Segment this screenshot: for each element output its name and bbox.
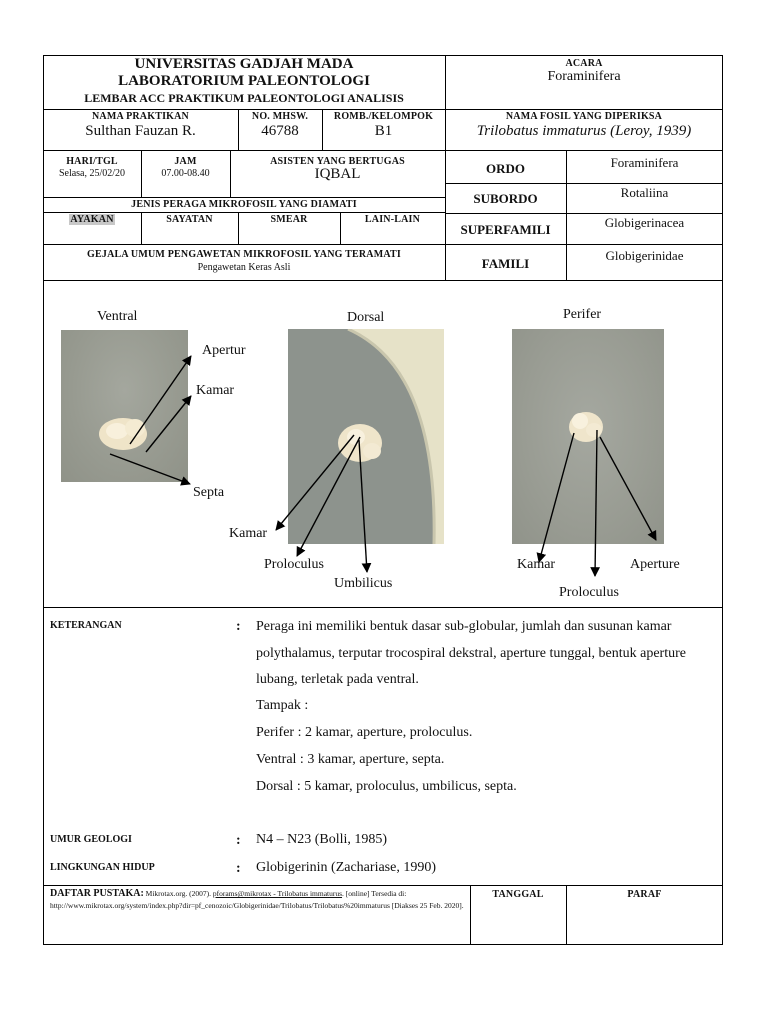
taxon-rank: ORDO	[486, 161, 525, 176]
lab-title: LABORATORIUM PALEONTOLOGI	[118, 73, 370, 89]
ventral-title: Ventral	[97, 309, 138, 324]
taxon-rank: SUBORDO	[473, 191, 538, 206]
option-ayakan-label: AYAKAN	[70, 214, 114, 225]
option-smear[interactable]: SMEAR	[270, 214, 308, 225]
keterangan-line: Tampak :	[256, 698, 309, 713]
umur-colon: :	[236, 833, 241, 848]
pustaka-text-tail: . [online] Tersedia di: http://www.mikrotax.org/system/index.php?dir=pf_cenozoic/Globigerinidae/Trilobatus/Trilobatus%20immaturus [Diakses 25 Feb. 2020].	[50, 889, 464, 910]
jam-value: 07.00-08.40	[161, 168, 210, 179]
asisten-value: IQBAL	[314, 166, 361, 182]
taxon-value: Globigerinacea	[604, 215, 685, 230]
nama-label: NAMA PRAKTIKAN	[92, 111, 189, 122]
taxon-value: Globigerinidae	[605, 248, 684, 263]
acara-value: Foraminifera	[547, 69, 621, 84]
keterangan-colon: :	[236, 619, 241, 634]
nomhs-label: NO. MHSW.	[251, 111, 309, 122]
keterangan-line: lubang, terletak pada ventral.	[256, 672, 419, 687]
romb-value: B1	[374, 123, 393, 139]
keterangan-label: KETERANGAN	[50, 620, 122, 631]
tanggal-label: TANGGAL	[492, 889, 544, 900]
taxon-value: Rotaliina	[620, 185, 669, 200]
hari-value: Selasa, 25/02/20	[58, 168, 126, 179]
taxon-rank: FAMILI	[481, 256, 530, 271]
daftar-pustaka	[50, 888, 466, 912]
label-kamar-ventral: Kamar	[196, 383, 235, 398]
option-lain-lain[interactable]: LAIN-LAIN	[364, 214, 421, 225]
label-proloculus-perifer: Proloculus	[559, 585, 619, 600]
pustaka-text: Mikrotax.org. (2007).	[143, 889, 213, 898]
keterangan-line: Peraga ini memiliki bentuk dasar sub-globular, jumlah dan susunan kamar	[256, 619, 672, 634]
lingkungan-label: LINGKUNGAN HIDUP	[50, 862, 155, 873]
nama-value: Sulthan Fauzan R.	[85, 123, 196, 139]
pustaka-link[interactable]: pforams@mikrotax - Trilobatus immaturus	[212, 889, 343, 898]
hari-label: HARI/TGL	[66, 156, 118, 167]
umur-label: UMUR GEOLOGI	[50, 834, 132, 845]
gejala-value: Pengawetan Keras Asli	[197, 262, 291, 273]
sheet-title: LEMBAR ACC PRAKTIKUM PALEONTOLOGI ANALISIS	[84, 91, 404, 105]
rule	[43, 885, 723, 886]
perifer-title: Perifer	[563, 307, 602, 322]
nomhs-value: 46788	[261, 123, 299, 139]
keterangan-line: Dorsal : 5 kamar, proloculus, umbilicus, septa.	[256, 779, 517, 794]
jenis-label: JENIS PERAGA MIKROFOSIL YANG DIAMATI	[131, 199, 357, 210]
lingkungan-colon: :	[236, 861, 241, 876]
gejala-label: GEJALA UMUM PENGAWETAN MIKROFOSIL YANG TERAMATI	[87, 249, 401, 260]
keterangan-line: Ventral : 3 kamar, aperture, septa.	[256, 752, 445, 767]
fosil-label: NAMA FOSIL YANG DIPERIKSA	[505, 111, 663, 122]
keterangan-line: Perifer : 2 kamar, aperture, proloculus.	[256, 725, 473, 740]
romb-label: ROMB./KELOMPOK	[333, 111, 434, 122]
lingkungan-value: Globigerinin (Zachariase, 1990)	[256, 860, 436, 875]
paraf-label: PARAF	[627, 889, 662, 900]
label-umbilicus: Umbilicus	[334, 576, 393, 591]
pustaka-label: DAFTAR PUSTAKA:	[50, 888, 144, 899]
fosil-value: Trilobatus immaturus (Leroy, 1939)	[476, 123, 692, 139]
university-title: UNIVERSITAS GADJAH MADA	[134, 56, 354, 72]
umur-value: N4 – N23 (Bolli, 1985)	[256, 832, 388, 847]
dorsal-title: Dorsal	[347, 310, 385, 325]
keterangan-line: polythalamus, terputar trocospiral dekstral, aperture tunggal, bentuk aperture	[256, 646, 686, 661]
jam-label: JAM	[174, 156, 197, 167]
asisten-label: ASISTEN YANG BERTUGAS	[270, 156, 405, 167]
label-proloculus-dorsal: Proloculus	[264, 557, 324, 572]
label-kamar-dorsal: Kamar	[229, 526, 268, 541]
taxon-value: Foraminifera	[610, 155, 679, 170]
label-apertur: Apertur	[202, 343, 246, 358]
option-sayatan[interactable]: SAYATAN	[166, 214, 213, 225]
label-septa: Septa	[193, 485, 225, 500]
taxon-rank: SUPERFAMILI	[460, 222, 551, 237]
acara-label: ACARA	[565, 58, 603, 69]
label-aperture: Aperture	[630, 557, 680, 572]
label-kamar-perifer: Kamar	[517, 557, 556, 572]
